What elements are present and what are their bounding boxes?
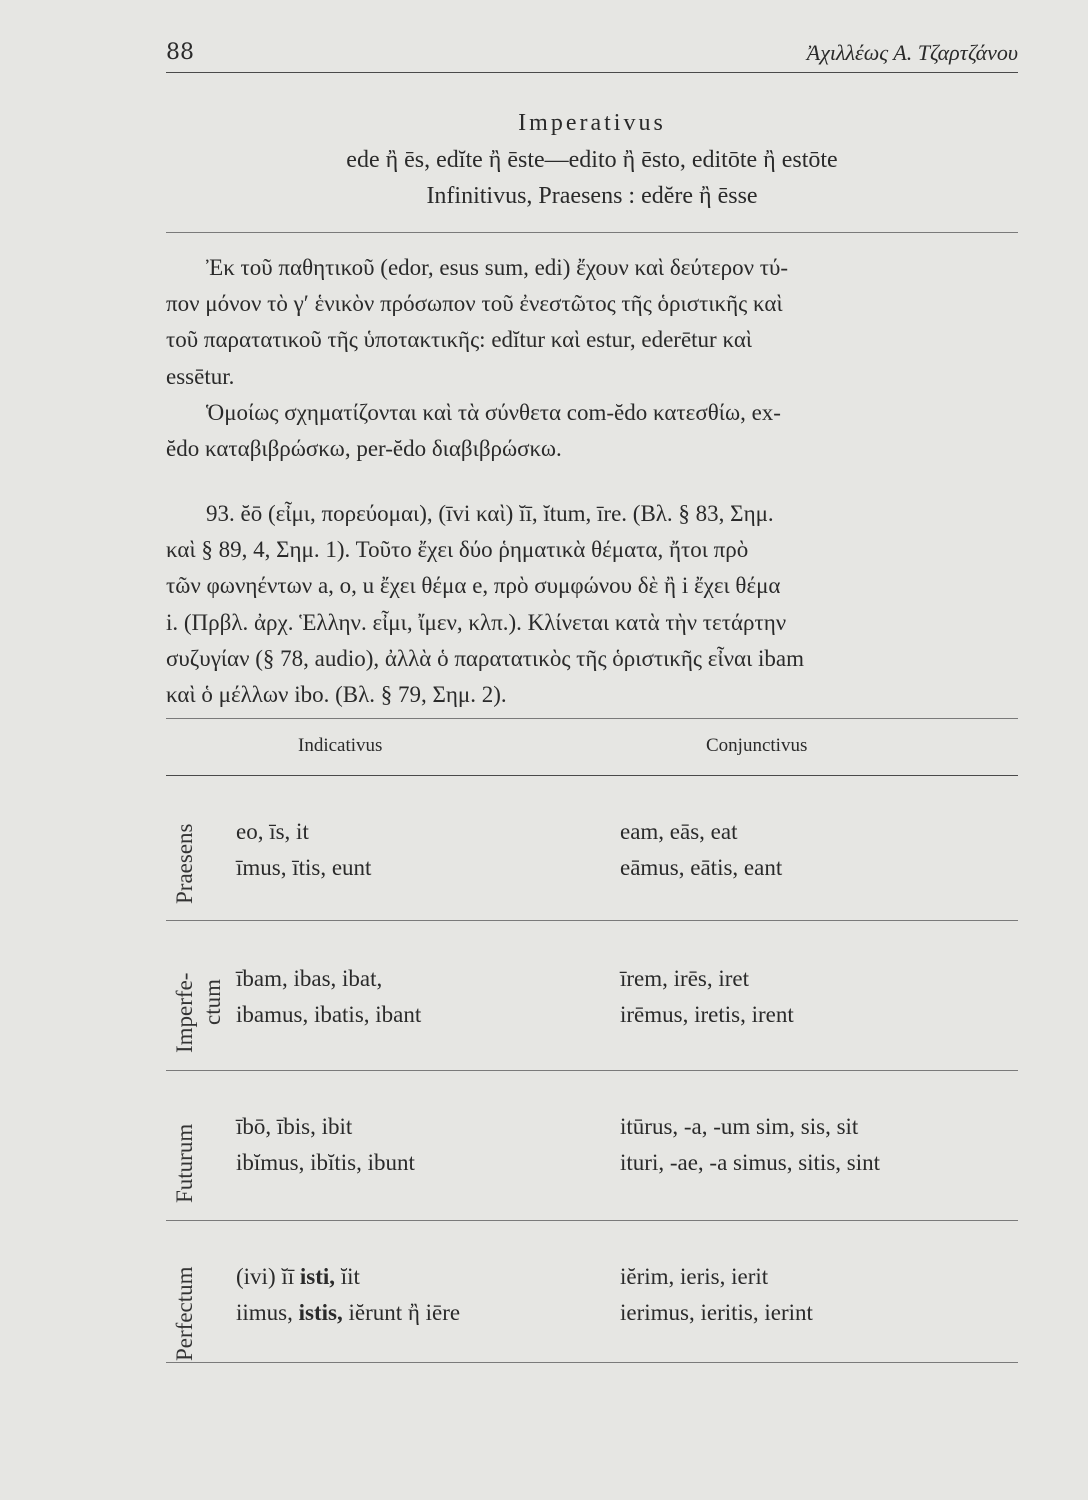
text-line: καὶ ὁ μέλλων ibo. (Βλ. § 79, Σημ. 2). xyxy=(166,682,507,708)
conjunctivus-forms: iĕrim, ieris, ierit ierimus, ieritis, ierint xyxy=(620,1264,813,1325)
table-row-imperfectum xyxy=(166,921,1018,1069)
page-number: 88 xyxy=(166,40,194,65)
column-header-indicativus: Indicativus xyxy=(298,735,383,756)
indicativus-forms: eo, īs, it īmus, ītis, eunt xyxy=(236,819,372,880)
row-label-continuation: ctum xyxy=(200,979,225,1025)
imperativus-forms: ede ἢ ēs, edĭte ἢ ēste—edito ἢ ēsto, editōte ἢ estōte xyxy=(346,147,838,173)
row-label: Futurum xyxy=(172,1123,197,1203)
text-line: συζυγίαν (§ 78, audio), ἀλλὰ ὁ παρατατικὸς τῆς ὁριστικῆς εἶναι ibam xyxy=(166,645,805,671)
text-line: Ὁμοίως σχηματίζονται καὶ τὰ σύνθετα com-ĕdo κατεσθίω, ex- xyxy=(206,400,781,425)
text-line: τῶν φωνηέντων a, o, u ἔχει θέμα e, πρὸ συμφώνου δὲ ἢ i ἔχει θέμα xyxy=(166,573,781,599)
text-line: πον μόνον τὸ γʹ ἑνικὸν πρόσωπον τοῦ ἐνεστῶτος τῆς ὁριστικῆς καὶ xyxy=(166,291,783,317)
row-label: Imperfe- xyxy=(172,972,197,1053)
header-rule xyxy=(166,72,1018,73)
table-top-rule xyxy=(166,718,1018,719)
infinitivus-line: Infinitivus, Praesens : edĕre ἢ ēsse xyxy=(426,183,758,209)
indicativus-forms: ībō, ībis, ibit ibĭmus, ibĭtis, ibunt xyxy=(236,1114,415,1175)
text-line: Ἐκ τοῦ παθητικοῦ (edor, esus sum, edi) ἔχουν καὶ δεύτερον τύ- xyxy=(206,255,789,280)
text-line: τοῦ παρατατικοῦ τῆς ὑποτακτικῆς: edĭtur καὶ estur, ederētur καὶ xyxy=(166,327,753,353)
conjunctivus-forms: īrem, irēs, iret irēmus, iretis, irent xyxy=(620,966,794,1027)
indicativus-forms: ībam, ibas, ibat, ibamus, ibatis, ibant xyxy=(236,966,422,1027)
running-head-author: Ἀχιλλέως Α. Τζαρτζάνου xyxy=(806,40,1018,65)
text-line: essētur. xyxy=(166,363,235,389)
paragraph-section-93 xyxy=(166,496,1018,713)
table-bottom-rule xyxy=(166,1362,1018,1363)
table-row-praesens xyxy=(166,776,1018,919)
conjunctivus-forms: eam, eās, eat eāmus, eātis, eant xyxy=(620,819,783,880)
paragraph-passive xyxy=(166,250,1018,395)
paragraph-compounds xyxy=(166,395,1018,467)
row-label: Praesens xyxy=(172,823,197,904)
text-line: ĕdo καταβιβρώσκω, per-ĕdo διαβιβρώσκω. xyxy=(166,436,562,462)
section-rule xyxy=(166,232,1018,233)
text-line: i. (Πρβλ. ἀρχ. Ἑλλην. εἶμι, ἴμεν, κλπ.). Κλίνεται κατὰ τὴν τετάρτην xyxy=(166,609,787,635)
conjunctivus-forms: itūrus, -a, -um sim, sis, sit ituri, -ae, -a simus, sitis, sint xyxy=(620,1114,881,1175)
text-line: 93. ĕō (εἶμι, πορεύομαι), (īvi καὶ) ĭī, ĭtum, īre. (Βλ. § 83, Σημ. xyxy=(206,501,774,526)
column-header-conjunctivus: Conjunctivus xyxy=(706,735,808,756)
row-label: Perfectum xyxy=(172,1266,197,1361)
indicativus-forms: (ivi) ĭī isti, ĭit iimus, istis, iĕrunt ἢ iēre xyxy=(236,1264,461,1325)
imperativus-title: Imperativus xyxy=(518,110,666,136)
page-header xyxy=(166,40,1018,70)
table-row-perfectum xyxy=(166,1221,1018,1361)
text-line: καὶ § 89, 4, Σημ. 1). Τοῦτο ἔχει δύο ῥηματικὰ θέματα, ἤτοι πρὸ xyxy=(166,537,749,563)
table-row-futurum xyxy=(166,1071,1018,1219)
